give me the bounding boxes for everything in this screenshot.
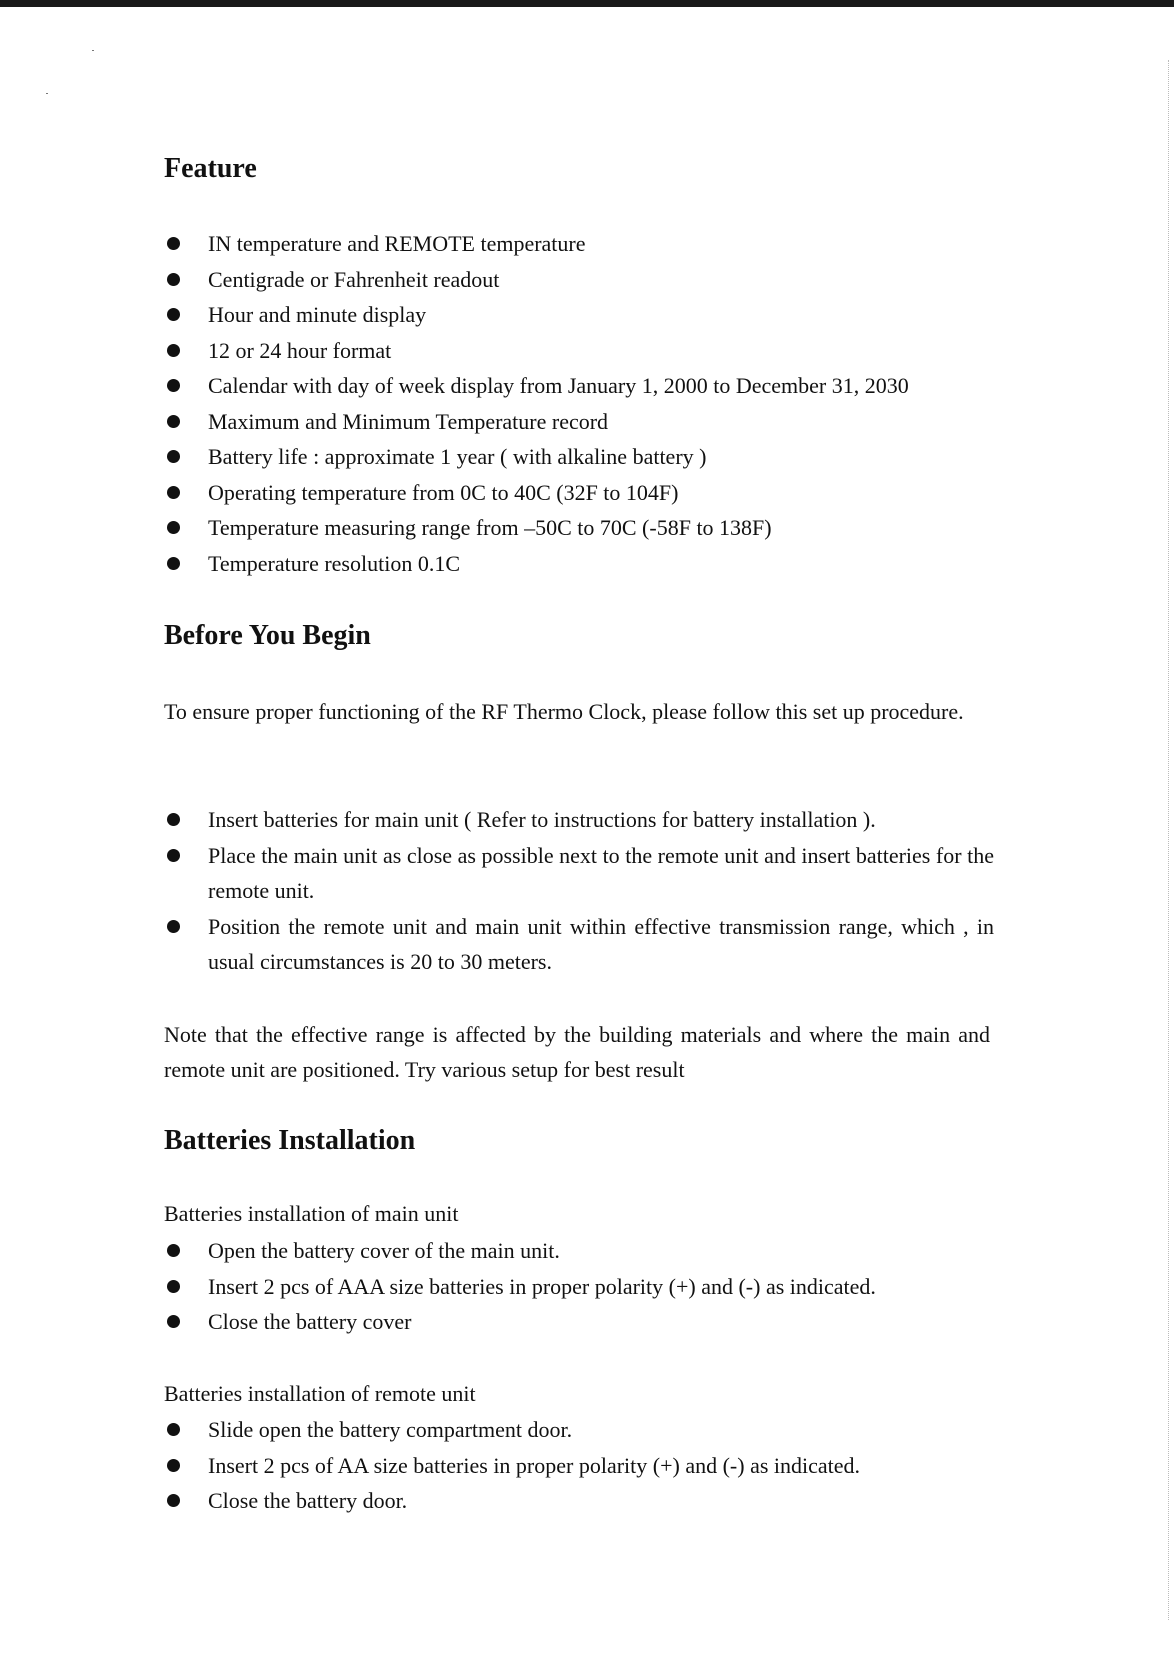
bullet-icon bbox=[167, 1244, 180, 1257]
bullet-icon bbox=[167, 415, 180, 428]
bullet-icon bbox=[167, 1280, 180, 1293]
main-unit-subtitle: Batteries installation of main unit bbox=[164, 1201, 459, 1226]
setup-steps-list bbox=[164, 802, 994, 980]
bullet-icon bbox=[167, 920, 180, 933]
list-item: Place the main unit as close as possible next to the remote unit and insert batteries for the remote unit. bbox=[164, 838, 994, 909]
feature-heading: Feature bbox=[164, 153, 257, 184]
list-item: Open the battery cover of the main unit. bbox=[164, 1233, 994, 1269]
list-item: Calendar with day of week display from January 1, 2000 to December 31, 2030 bbox=[164, 368, 994, 404]
main-unit-steps-list bbox=[164, 1233, 994, 1340]
bullet-icon bbox=[167, 813, 180, 826]
list-item: Centigrade or Fahrenheit readout bbox=[164, 262, 994, 298]
scan-speck bbox=[46, 93, 48, 94]
list-item: Hour and minute display bbox=[164, 297, 994, 333]
range-note: Note that the effective range is affected by the building materials and where the main and remote unit are positioned. Try various setup for best result bbox=[164, 1022, 990, 1082]
remote-unit-steps-list bbox=[164, 1412, 994, 1519]
top-border-rule bbox=[0, 0, 1174, 7]
bullet-icon bbox=[167, 1315, 180, 1328]
remote-unit-subtitle: Batteries installation of remote unit bbox=[164, 1381, 476, 1406]
list-item: IN temperature and REMOTE temperature bbox=[164, 226, 994, 262]
bullet-icon bbox=[167, 237, 180, 250]
list-item: Close the battery door. bbox=[164, 1483, 994, 1519]
list-item: Temperature resolution 0.1C bbox=[164, 546, 994, 582]
bullet-icon bbox=[167, 557, 180, 570]
bullet-icon bbox=[167, 1494, 180, 1507]
list-item: Battery life : approximate 1 year ( with alkaline battery ) bbox=[164, 439, 994, 475]
list-item: Insert 2 pcs of AA size batteries in proper polarity (+) and (-) as indicated. bbox=[164, 1448, 994, 1484]
list-item: Insert 2 pcs of AAA size batteries in proper polarity (+) and (-) as indicated. bbox=[164, 1269, 994, 1305]
bullet-icon bbox=[167, 849, 180, 862]
list-item: Slide open the battery compartment door. bbox=[164, 1412, 994, 1448]
list-item: Maximum and Minimum Temperature record bbox=[164, 404, 994, 440]
bullet-icon bbox=[167, 521, 180, 534]
bullet-icon bbox=[167, 450, 180, 463]
bullet-icon bbox=[167, 308, 180, 321]
list-item: Operating temperature from 0C to 40C (32F to 104F) bbox=[164, 475, 994, 511]
list-item: Position the remote unit and main unit within effective transmission range, which , in usual circumstances is 20 to 30 meters. bbox=[164, 909, 994, 980]
list-item: Temperature measuring range from –50C to 70C (-58F to 138F) bbox=[164, 510, 994, 546]
feature-list bbox=[164, 226, 994, 581]
bullet-icon bbox=[167, 379, 180, 392]
bullet-icon bbox=[167, 344, 180, 357]
before-you-begin-heading: Before You Begin bbox=[164, 620, 371, 651]
list-item: Insert batteries for main unit ( Refer to instructions for battery installation ). bbox=[164, 802, 994, 838]
batteries-installation-heading: Batteries Installation bbox=[164, 1125, 416, 1156]
bullet-icon bbox=[167, 1423, 180, 1436]
scan-speck bbox=[92, 50, 94, 51]
bullet-icon bbox=[167, 273, 180, 286]
list-item: Close the battery cover bbox=[164, 1304, 994, 1340]
list-item: 12 or 24 hour format bbox=[164, 333, 994, 369]
bullet-icon bbox=[167, 486, 180, 499]
bullet-icon bbox=[167, 1459, 180, 1472]
before-you-begin-intro: To ensure proper functioning of the RF Thermo Clock, please follow this set up procedure. bbox=[164, 699, 964, 724]
right-scan-edge bbox=[1168, 60, 1170, 1620]
